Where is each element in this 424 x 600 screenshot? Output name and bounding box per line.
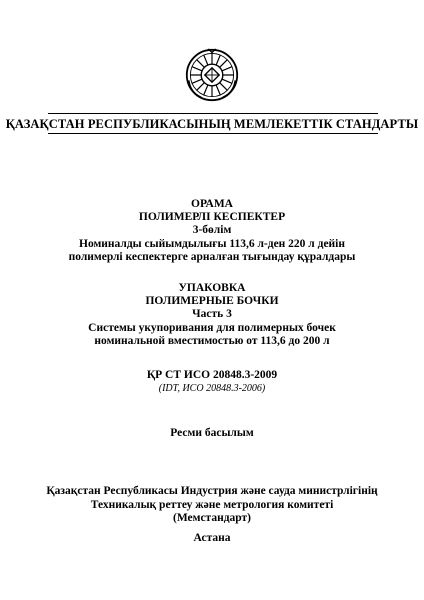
publisher-block — [0, 485, 424, 526]
emblem-graphic — [185, 48, 239, 102]
header-rule-bottom — [48, 133, 378, 134]
standard-code: ҚР СТ ИСО 20848.3-2009 — [146, 369, 278, 381]
russian-title-line-3: Часть 3 — [192, 308, 232, 321]
russian-title-line-4: Системы укупоривания для полимерных бочек — [88, 321, 336, 334]
kazakh-title-line-5: полимерлі кеспектерге арналған тығындау құралдары — [68, 250, 356, 263]
russian-title-line-2: ПОЛИМЕРНЫЕ БОЧКИ — [145, 295, 279, 308]
kazakh-title-line-4: Номиналды сыйымдылығы 113,6 л-ден 220 л дейін — [79, 237, 345, 250]
city-label: Астана — [193, 532, 231, 544]
publisher-line-1: Қазақстан Республикасы Индустрия және сауда министрлігінің — [46, 485, 378, 497]
russian-title-block — [0, 282, 424, 348]
header-title: ҚАЗАҚСТАН РЕСПУБЛИКАСЫНЫҢ МЕМЛЕКЕТТІК СТАНДАРТЫ — [5, 117, 419, 131]
kazakhstan-emblem-icon — [185, 48, 239, 102]
kazakh-title-line-3: 3-бөлім — [192, 224, 232, 237]
standard-block — [0, 369, 424, 395]
standard-equivalence: (IDT, ИСО 20848.3-2006) — [158, 383, 266, 395]
edition-label: Ресми басылым — [170, 427, 254, 439]
russian-title-line-5: номинальной вместимостью от 113,6 до 200 л — [94, 334, 330, 347]
publisher-line-2: Техникалық реттеу және метрология комитеті — [90, 498, 334, 511]
kazakh-title-block — [0, 198, 424, 264]
kazakh-title-line-1: ОРАМА — [191, 198, 233, 210]
publisher-line-3: (Мемстандарт) — [172, 512, 252, 524]
russian-title-line-1: УПАКОВКА — [178, 282, 246, 294]
kazakh-title-line-2: ПОЛИМЕРЛІ КЕСПЕКТЕР — [138, 211, 286, 224]
header-rule-top — [48, 113, 378, 114]
